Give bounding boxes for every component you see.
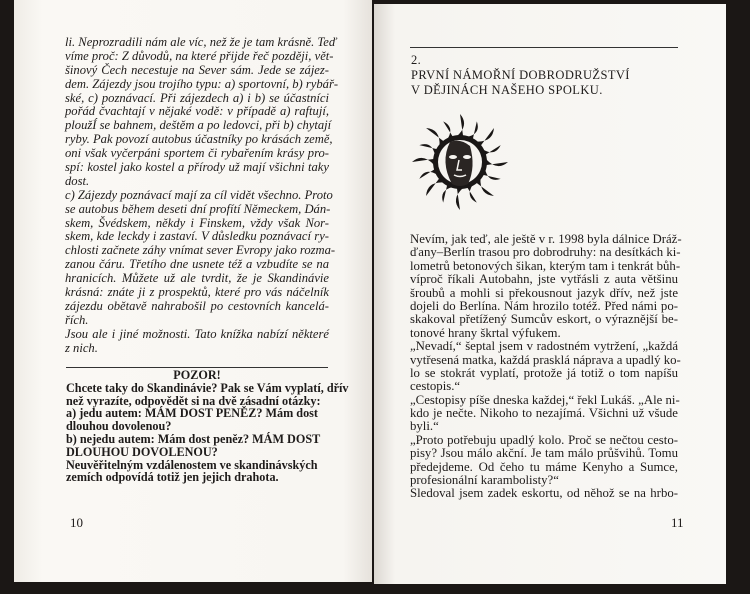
text-line: li. Neprozradili nám ale víc, než že je tam krásně. Teď bbox=[65, 35, 337, 49]
text-line: Sledoval jsem zadek eskortu, od něhož se na hrbo- bbox=[410, 486, 678, 501]
chapter-heading bbox=[411, 53, 630, 98]
page-number-right: 11 bbox=[671, 515, 684, 530]
text-line: víproč říkali Autobahn, jste vytřásli z auta většinu bbox=[410, 272, 678, 287]
text-line: cestopis.“ bbox=[410, 379, 461, 394]
text-line: dost. bbox=[65, 173, 90, 188]
text-line: Neuvěřitelným vzdálenostem ve skandinávských bbox=[66, 457, 318, 472]
warning-title: POZOR! bbox=[173, 368, 221, 382]
text-line: „Cestopisy píše dneska každej,“ řekl Lukáš. „Ale ni- bbox=[410, 392, 680, 407]
text-line: Nevím, jak teď, ale ještě v r. 1998 byla dálnice Dráž- bbox=[410, 232, 682, 246]
text-line: skem, kde leckdy i zastaví. V důsledku poznávací ry- bbox=[65, 229, 329, 244]
text-line: oni však vyčerpáni sportem či rybařením krásy pro- bbox=[65, 146, 329, 161]
text-line: spí: kostel jako kostel a přírody už mají všichni taky bbox=[65, 160, 329, 175]
text-line: kdo je nečte. Nikoho to nezajímá. Všichni už všude bbox=[410, 406, 678, 421]
text-line: „Proto potřebuju upadlý kolo. Proč se nečtou cesto- bbox=[410, 432, 678, 447]
text-line: dem. Zájezdy jsou trojího typu: a) sportovní, b) rybář- bbox=[65, 76, 339, 91]
text-line: c) Zájezdy poznávací mají za cíl vidět všechno. Proto bbox=[65, 187, 333, 202]
text-line: zemích odpovídá totiž jen jejich drahota. bbox=[66, 470, 279, 485]
text-line: tonové hrany škrtal výfukem. bbox=[410, 325, 561, 340]
text-line: dlouhou dovolenou? bbox=[66, 419, 172, 434]
page-number-left: 10 bbox=[70, 515, 83, 530]
text-line: pisy? Jsou málo akční. Je tam málo průšvihů. Tomu bbox=[410, 446, 678, 461]
text-line: vytřesená matka, každá prasklá náprava a upadlý ko- bbox=[410, 352, 681, 367]
text-line: předejdeme. Od čeho tu máme Kenyho a Sumce, bbox=[410, 459, 678, 474]
chapter-number: 2. bbox=[411, 53, 422, 67]
right-page-text bbox=[410, 232, 682, 501]
text-line: než vyrazíte, odpovědět si na dvě zásadní otázky: bbox=[66, 393, 321, 408]
text-line: lometrů betonových šikan, kterým tam i tenkrát bůh- bbox=[410, 258, 681, 273]
chapter-title-line: PRVNÍ NÁMOŘNÍ DOBRODRUŽSTVÍ bbox=[411, 68, 630, 82]
sun-ray bbox=[412, 158, 434, 165]
text-line: b) nejedu autem: Mám dost peněz? MÁM DOST bbox=[66, 431, 321, 446]
text-line: ryby. Pak povozí autobus účastníky po krásách země, bbox=[65, 132, 333, 147]
text-line: zanou čáru. Třetího dne usnete též a vzbudíte se na bbox=[65, 257, 329, 272]
text-line: Jsou ale i jiné možnosti. Tato knížka nabízí některé bbox=[65, 326, 329, 341]
text-line: šroubů a mohli si překousnout jazyk dřív, než jste bbox=[410, 285, 678, 300]
sun-ray bbox=[486, 159, 508, 166]
text-line: krásná: znáte ji z prospektů, které pro vás náčelník bbox=[65, 285, 329, 300]
right-page bbox=[374, 4, 726, 584]
text-line: ské, c) poznávací. Při zájezdech a) i b) se účastníci bbox=[65, 90, 329, 105]
text-line: se autobus během deseti dní profítí Německem, Dán- bbox=[65, 201, 331, 216]
text-line: dojeli do Berlína. Nám hrozilo totéž. Před námi po- bbox=[410, 298, 678, 313]
left-page bbox=[14, 0, 372, 582]
text-line: ďany–Berlín trasou pro dobrodruhy: na desítkách ki- bbox=[410, 245, 681, 260]
text-line: chlosti začnete záhy vnímat sever Evropy jako rozma- bbox=[65, 243, 336, 258]
text-line: Chcete taky do Skandinávie? Pak se Vám vyplatí, dřív bbox=[66, 380, 349, 395]
text-line: byli.“ bbox=[410, 419, 439, 434]
text-line: šinový Čech necestuje na Sever sám. Jede se zájez- bbox=[65, 62, 329, 77]
left-page-text bbox=[65, 35, 339, 355]
text-line: skakoval přetížený Sumcův eskort, o výraznější be- bbox=[410, 312, 678, 327]
text-line: z nich. bbox=[65, 340, 98, 355]
text-line: „Nevadí,“ šeptal jsem v radostném vytržení, „každá bbox=[410, 339, 678, 354]
text-line: pořád čvachtají v nějaké vodě: v případě a) raftují, bbox=[65, 104, 329, 119]
text-line: ploužÍ se bahnem, deštěm a po ledovci, při b) chytají bbox=[65, 118, 332, 133]
sun-face-icon bbox=[410, 112, 510, 212]
text-line: víme proč: Z důvodů, na které přijde řeč později, vět- bbox=[65, 48, 334, 63]
chapter-rule bbox=[410, 47, 678, 48]
text-line: hranicích. Můžete už ale tvrdit, že je Skandinávie bbox=[65, 271, 329, 286]
text-line: DLOUHOU DOVOLENOU? bbox=[66, 444, 218, 459]
text-line: skem, Švédskem, někdy i Finskem, vždy však Nor- bbox=[65, 215, 329, 230]
text-line: zájezdu obětavě nahrabošil po cestovních kancelá- bbox=[65, 298, 329, 313]
sun-ray bbox=[457, 114, 464, 136]
chapter-title-line: V DĚJINÁCH NAŠEHO SPOLKU. bbox=[411, 83, 603, 97]
text-line: profesionální karambolisty?“ bbox=[410, 473, 559, 488]
text-line: řích. bbox=[65, 312, 89, 327]
sun-ray bbox=[456, 188, 463, 210]
text-line: lo se stokrát vyplatí, protože já totiž o tom napíšu bbox=[410, 365, 678, 380]
text-line: a) jedu autem: MÁM DOST PENĚZ? Mám dost bbox=[66, 406, 318, 421]
warning-box bbox=[66, 368, 349, 485]
